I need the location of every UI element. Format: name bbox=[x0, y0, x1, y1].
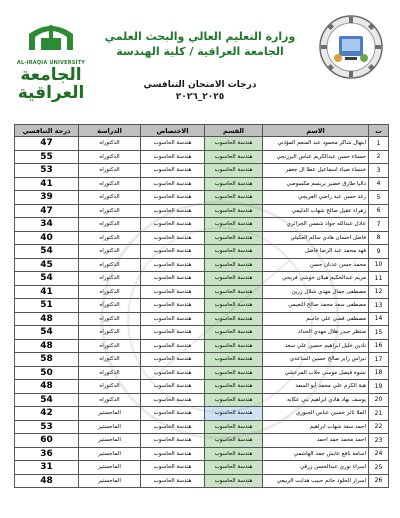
department-cell: هندسة الحاسوب bbox=[205, 204, 263, 218]
column-header-specialization: الاختصاص bbox=[141, 125, 205, 137]
ministry-title: وزارة التعليم العالي والبحث العلمي bbox=[104, 30, 296, 43]
student-name: الملا ثائر حسين عباس الجبوري bbox=[263, 407, 369, 421]
student-name: اسراء نوري عبدالحسن زرقي bbox=[263, 461, 369, 475]
row-index: 17 bbox=[369, 353, 389, 367]
row-index: 6 bbox=[369, 204, 389, 218]
table-header-row bbox=[15, 125, 389, 137]
row-index: 3 bbox=[369, 164, 389, 178]
department-cell: هندسة الحاسوب bbox=[205, 231, 263, 245]
table-body bbox=[15, 137, 389, 488]
score-cell: 48 bbox=[15, 339, 79, 353]
student-name: فهد محمد عبد الرضا فاضل bbox=[263, 245, 369, 259]
row-index: 4 bbox=[369, 177, 389, 191]
student-name: اسامة نافع عايش حمد الهاشمي bbox=[263, 447, 369, 461]
table-row bbox=[15, 177, 389, 191]
department-cell: هندسة الحاسوب bbox=[205, 434, 263, 448]
department-cell: هندسة الحاسوب bbox=[205, 285, 263, 299]
student-name: نادين خليل ابراهيم حسين علي سعد bbox=[263, 339, 369, 353]
student-name: نبراس زاير صالح حسين الساعدي bbox=[263, 353, 369, 367]
specialization-cell: هندسة الحاسوب bbox=[141, 191, 205, 205]
table-row bbox=[15, 204, 389, 218]
score-cell: 42 bbox=[15, 407, 79, 421]
table-row bbox=[15, 474, 389, 488]
score-cell: 53 bbox=[15, 164, 79, 178]
row-index: 13 bbox=[369, 299, 389, 313]
department-cell: هندسة الحاسوب bbox=[205, 326, 263, 340]
student-name: احمد محمد حمد احمد bbox=[263, 434, 369, 448]
table-row bbox=[15, 150, 389, 164]
score-cell: 55 bbox=[15, 150, 79, 164]
specialization-cell: هندسة الحاسوب bbox=[141, 474, 205, 488]
column-header-score: درجة التنافسي bbox=[15, 125, 79, 137]
student-name: فاضل احسان هادي سالم العكيلي bbox=[263, 231, 369, 245]
student-name: محمد حسن عدنان حسن bbox=[263, 258, 369, 272]
score-cell: 54 bbox=[15, 326, 79, 340]
table-row bbox=[15, 258, 389, 272]
table-row bbox=[15, 218, 389, 232]
score-cell: 54 bbox=[15, 393, 79, 407]
specialization-cell: هندسة الحاسوب bbox=[141, 326, 205, 340]
study-type-cell: الدكتوراه bbox=[79, 285, 141, 299]
table-row bbox=[15, 245, 389, 259]
score-cell: 48 bbox=[15, 474, 79, 488]
university-college-title: الجامعة العراقية / كلية الهندسة bbox=[116, 45, 284, 58]
score-cell: 41 bbox=[15, 177, 79, 191]
student-name: حسناء حسن عبدالكريم عباس البرزنجي bbox=[263, 150, 369, 164]
student-name: يوسف نهاد هادي ابراهيم بني عكابه bbox=[263, 393, 369, 407]
university-emblem-icon bbox=[23, 20, 79, 54]
score-cell: 31 bbox=[15, 461, 79, 475]
score-cell: 54 bbox=[15, 245, 79, 259]
column-header-department: القسم bbox=[205, 125, 263, 137]
study-type-cell: الماجستير bbox=[79, 407, 141, 421]
department-cell: هندسة الحاسوب bbox=[205, 393, 263, 407]
score-cell: 54 bbox=[15, 272, 79, 286]
specialization-cell: هندسة الحاسوب bbox=[141, 420, 205, 434]
specialization-cell: هندسة الحاسوب bbox=[141, 407, 205, 421]
student-name: مريم عبدالحكيم هيلان حوشي فريحي bbox=[263, 272, 369, 286]
row-index: 1 bbox=[369, 137, 389, 151]
table-row bbox=[15, 164, 389, 178]
study-type-cell: الدكتوراه bbox=[79, 137, 141, 151]
student-name: اسرار الخلود حاتم حبيب هدايت الربيعي bbox=[263, 474, 369, 488]
study-type-cell: الماجستير bbox=[79, 434, 141, 448]
specialization-cell: هندسة الحاسوب bbox=[141, 380, 205, 394]
score-cell: 53 bbox=[15, 420, 79, 434]
row-index: 5 bbox=[369, 191, 389, 205]
student-name: مصطفى جمال مهدي شلال زرين bbox=[263, 285, 369, 299]
academic-year: ٢٠٢٥_٢٠٢٦ bbox=[175, 92, 225, 102]
department-cell: هندسة الحاسوب bbox=[205, 245, 263, 259]
university-english-name: AL-IRAQIA UNIVERSITY bbox=[16, 60, 86, 66]
table-row bbox=[15, 380, 389, 394]
specialization-cell: هندسة الحاسوب bbox=[141, 272, 205, 286]
score-cell: 40 bbox=[15, 231, 79, 245]
row-index: 18 bbox=[369, 366, 389, 380]
row-index: 19 bbox=[369, 380, 389, 394]
specialization-cell: هندسة الحاسوب bbox=[141, 447, 205, 461]
row-index: 11 bbox=[369, 272, 389, 286]
table-row bbox=[15, 326, 389, 340]
study-type-cell: الماجستير bbox=[79, 420, 141, 434]
study-type-cell: الدكتوراه bbox=[79, 258, 141, 272]
student-name: خنساء ضياء اسماعيل عطا ال جعفر bbox=[263, 164, 369, 178]
study-type-cell: الدكتوراه bbox=[79, 353, 141, 367]
specialization-cell: هندسة الحاسوب bbox=[141, 353, 205, 367]
department-cell: هندسة الحاسوب bbox=[205, 150, 263, 164]
specialization-cell: هندسة الحاسوب bbox=[141, 393, 205, 407]
department-cell: هندسة الحاسوب bbox=[205, 258, 263, 272]
row-index: 10 bbox=[369, 258, 389, 272]
university-logo bbox=[12, 20, 90, 104]
university-arabic-name-line1: الجامعة bbox=[20, 65, 82, 85]
row-index: 14 bbox=[369, 312, 389, 326]
study-type-cell: الدكتوراه bbox=[79, 393, 141, 407]
row-index: 16 bbox=[369, 339, 389, 353]
row-index: 22 bbox=[369, 420, 389, 434]
column-header-index: ت bbox=[369, 125, 389, 137]
study-type-cell: الدكتوراه bbox=[79, 366, 141, 380]
specialization-cell: هندسة الحاسوب bbox=[141, 245, 205, 259]
row-index: 7 bbox=[369, 218, 389, 232]
score-cell: 36 bbox=[15, 447, 79, 461]
table-row bbox=[15, 312, 389, 326]
table-row bbox=[15, 285, 389, 299]
study-type-cell: الدكتوراه bbox=[79, 245, 141, 259]
study-type-cell: الدكتوراه bbox=[79, 150, 141, 164]
study-type-cell: الدكتوراه bbox=[79, 312, 141, 326]
table-row bbox=[15, 420, 389, 434]
score-cell: 58 bbox=[15, 353, 79, 367]
student-name: هبة الكرم علي محمد أبو السعد bbox=[263, 380, 369, 394]
row-index: 9 bbox=[369, 245, 389, 259]
row-index: 25 bbox=[369, 461, 389, 475]
row-index: 26 bbox=[369, 474, 389, 488]
department-cell: هندسة الحاسوب bbox=[205, 137, 263, 151]
table-row bbox=[15, 231, 389, 245]
study-type-cell: الماجستير bbox=[79, 461, 141, 475]
table-row bbox=[15, 461, 389, 475]
department-cell: هندسة الحاسوب bbox=[205, 177, 263, 191]
table-row bbox=[15, 137, 389, 151]
department-cell: هندسة الحاسوب bbox=[205, 218, 263, 232]
row-index: 2 bbox=[369, 150, 389, 164]
department-cell: هندسة الحاسوب bbox=[205, 312, 263, 326]
score-cell: 34 bbox=[15, 218, 79, 232]
specialization-cell: هندسة الحاسوب bbox=[141, 164, 205, 178]
specialization-cell: هندسة الحاسوب bbox=[141, 177, 205, 191]
table-row bbox=[15, 366, 389, 380]
table-row bbox=[15, 407, 389, 421]
study-type-cell: الدكتوراه bbox=[79, 272, 141, 286]
exam-title: درجات الامتحان التنافسي bbox=[143, 80, 257, 90]
document-header bbox=[0, 0, 400, 112]
department-cell: هندسة الحاسوب bbox=[205, 366, 263, 380]
department-cell: هندسة الحاسوب bbox=[205, 380, 263, 394]
row-index: 21 bbox=[369, 407, 389, 421]
student-name: ابتهال شاكر محمود عبد المنعم المؤذني bbox=[263, 137, 369, 151]
score-cell: 50 bbox=[15, 366, 79, 380]
student-name: داليا طارق خضير بريسم مكسوصي bbox=[263, 177, 369, 191]
specialization-cell: هندسة الحاسوب bbox=[141, 285, 205, 299]
specialization-cell: هندسة الحاسوب bbox=[141, 339, 205, 353]
department-cell: هندسة الحاسوب bbox=[205, 164, 263, 178]
department-cell: هندسة الحاسوب bbox=[205, 407, 263, 421]
score-cell: 41 bbox=[15, 285, 79, 299]
score-cell: 48 bbox=[15, 312, 79, 326]
department-cell: هندسة الحاسوب bbox=[205, 272, 263, 286]
study-type-cell: الماجستير bbox=[79, 474, 141, 488]
student-name: منتظر حيدر هلال مهدي الحداد bbox=[263, 326, 369, 340]
score-cell: 47 bbox=[15, 204, 79, 218]
specialization-cell: هندسة الحاسوب bbox=[141, 150, 205, 164]
department-cell: هندسة الحاسوب bbox=[205, 339, 263, 353]
student-name: مصطفى سعد محمد صالح النعيمي bbox=[263, 299, 369, 313]
column-header-name: الاسم bbox=[263, 125, 369, 137]
department-cell: هندسة الحاسوب bbox=[205, 474, 263, 488]
score-cell: 48 bbox=[15, 380, 79, 394]
specialization-cell: هندسة الحاسوب bbox=[141, 137, 205, 151]
study-type-cell: الدكتوراه bbox=[79, 204, 141, 218]
column-header-study: الدراسة bbox=[79, 125, 141, 137]
study-type-cell: الدكتوراه bbox=[79, 164, 141, 178]
row-index: 20 bbox=[369, 393, 389, 407]
student-name: نشوة فيصل موسى حلاب المرعشي bbox=[263, 366, 369, 380]
student-name: رغد حسن عبد راضي الفريجي bbox=[263, 191, 369, 205]
specialization-cell: هندسة الحاسوب bbox=[141, 204, 205, 218]
table-row bbox=[15, 447, 389, 461]
table-row bbox=[15, 339, 389, 353]
study-type-cell: الدكتوراه bbox=[79, 326, 141, 340]
specialization-cell: هندسة الحاسوب bbox=[141, 434, 205, 448]
study-type-cell: الدكتوراه bbox=[79, 218, 141, 232]
score-cell: 51 bbox=[15, 299, 79, 313]
college-emblem-icon bbox=[318, 14, 384, 80]
department-cell: هندسة الحاسوب bbox=[205, 461, 263, 475]
row-index: 8 bbox=[369, 231, 389, 245]
study-type-cell: الدكتوراه bbox=[79, 177, 141, 191]
table-row bbox=[15, 299, 389, 313]
department-cell: هندسة الحاسوب bbox=[205, 299, 263, 313]
table-row bbox=[15, 353, 389, 367]
study-type-cell: الدكتوراه bbox=[79, 231, 141, 245]
table-row bbox=[15, 272, 389, 286]
score-cell: 45 bbox=[15, 258, 79, 272]
department-cell: هندسة الحاسوب bbox=[205, 420, 263, 434]
study-type-cell: الدكتوراه bbox=[79, 299, 141, 313]
row-index: 15 bbox=[369, 326, 389, 340]
header-titles bbox=[100, 30, 300, 103]
specialization-cell: هندسة الحاسوب bbox=[141, 312, 205, 326]
row-index: 12 bbox=[369, 285, 389, 299]
university-arabic-name-line2: العراقية bbox=[17, 83, 85, 103]
study-type-cell: الماجستير bbox=[79, 447, 141, 461]
study-type-cell: الدكتوراه bbox=[79, 339, 141, 353]
specialization-cell: هندسة الحاسوب bbox=[141, 218, 205, 232]
specialization-cell: هندسة الحاسوب bbox=[141, 366, 205, 380]
student-name: عادل عبدالله جواد شمس الجزائري bbox=[263, 218, 369, 232]
score-cell: 60 bbox=[15, 434, 79, 448]
study-type-cell: الدكتوراه bbox=[79, 380, 141, 394]
specialization-cell: هندسة الحاسوب bbox=[141, 231, 205, 245]
student-name: زهراء عقيل صالح شهاب الدليمي bbox=[263, 204, 369, 218]
study-type-cell: الدكتوراه bbox=[79, 191, 141, 205]
student-name: احمد سعد شهاب ابراهيم bbox=[263, 420, 369, 434]
department-cell: هندسة الحاسوب bbox=[205, 353, 263, 367]
row-index: 24 bbox=[369, 447, 389, 461]
student-name: مصطفى قصي علي جاسم bbox=[263, 312, 369, 326]
department-cell: هندسة الحاسوب bbox=[205, 447, 263, 461]
table-row bbox=[15, 191, 389, 205]
specialization-cell: هندسة الحاسوب bbox=[141, 258, 205, 272]
row-index: 23 bbox=[369, 434, 389, 448]
score-cell: 47 bbox=[15, 137, 79, 151]
table-row bbox=[15, 434, 389, 448]
results-table bbox=[14, 124, 389, 488]
specialization-cell: هندسة الحاسوب bbox=[141, 461, 205, 475]
department-cell: هندسة الحاسوب bbox=[205, 191, 263, 205]
table-row bbox=[15, 393, 389, 407]
score-cell: 39 bbox=[15, 191, 79, 205]
specialization-cell: هندسة الحاسوب bbox=[141, 299, 205, 313]
